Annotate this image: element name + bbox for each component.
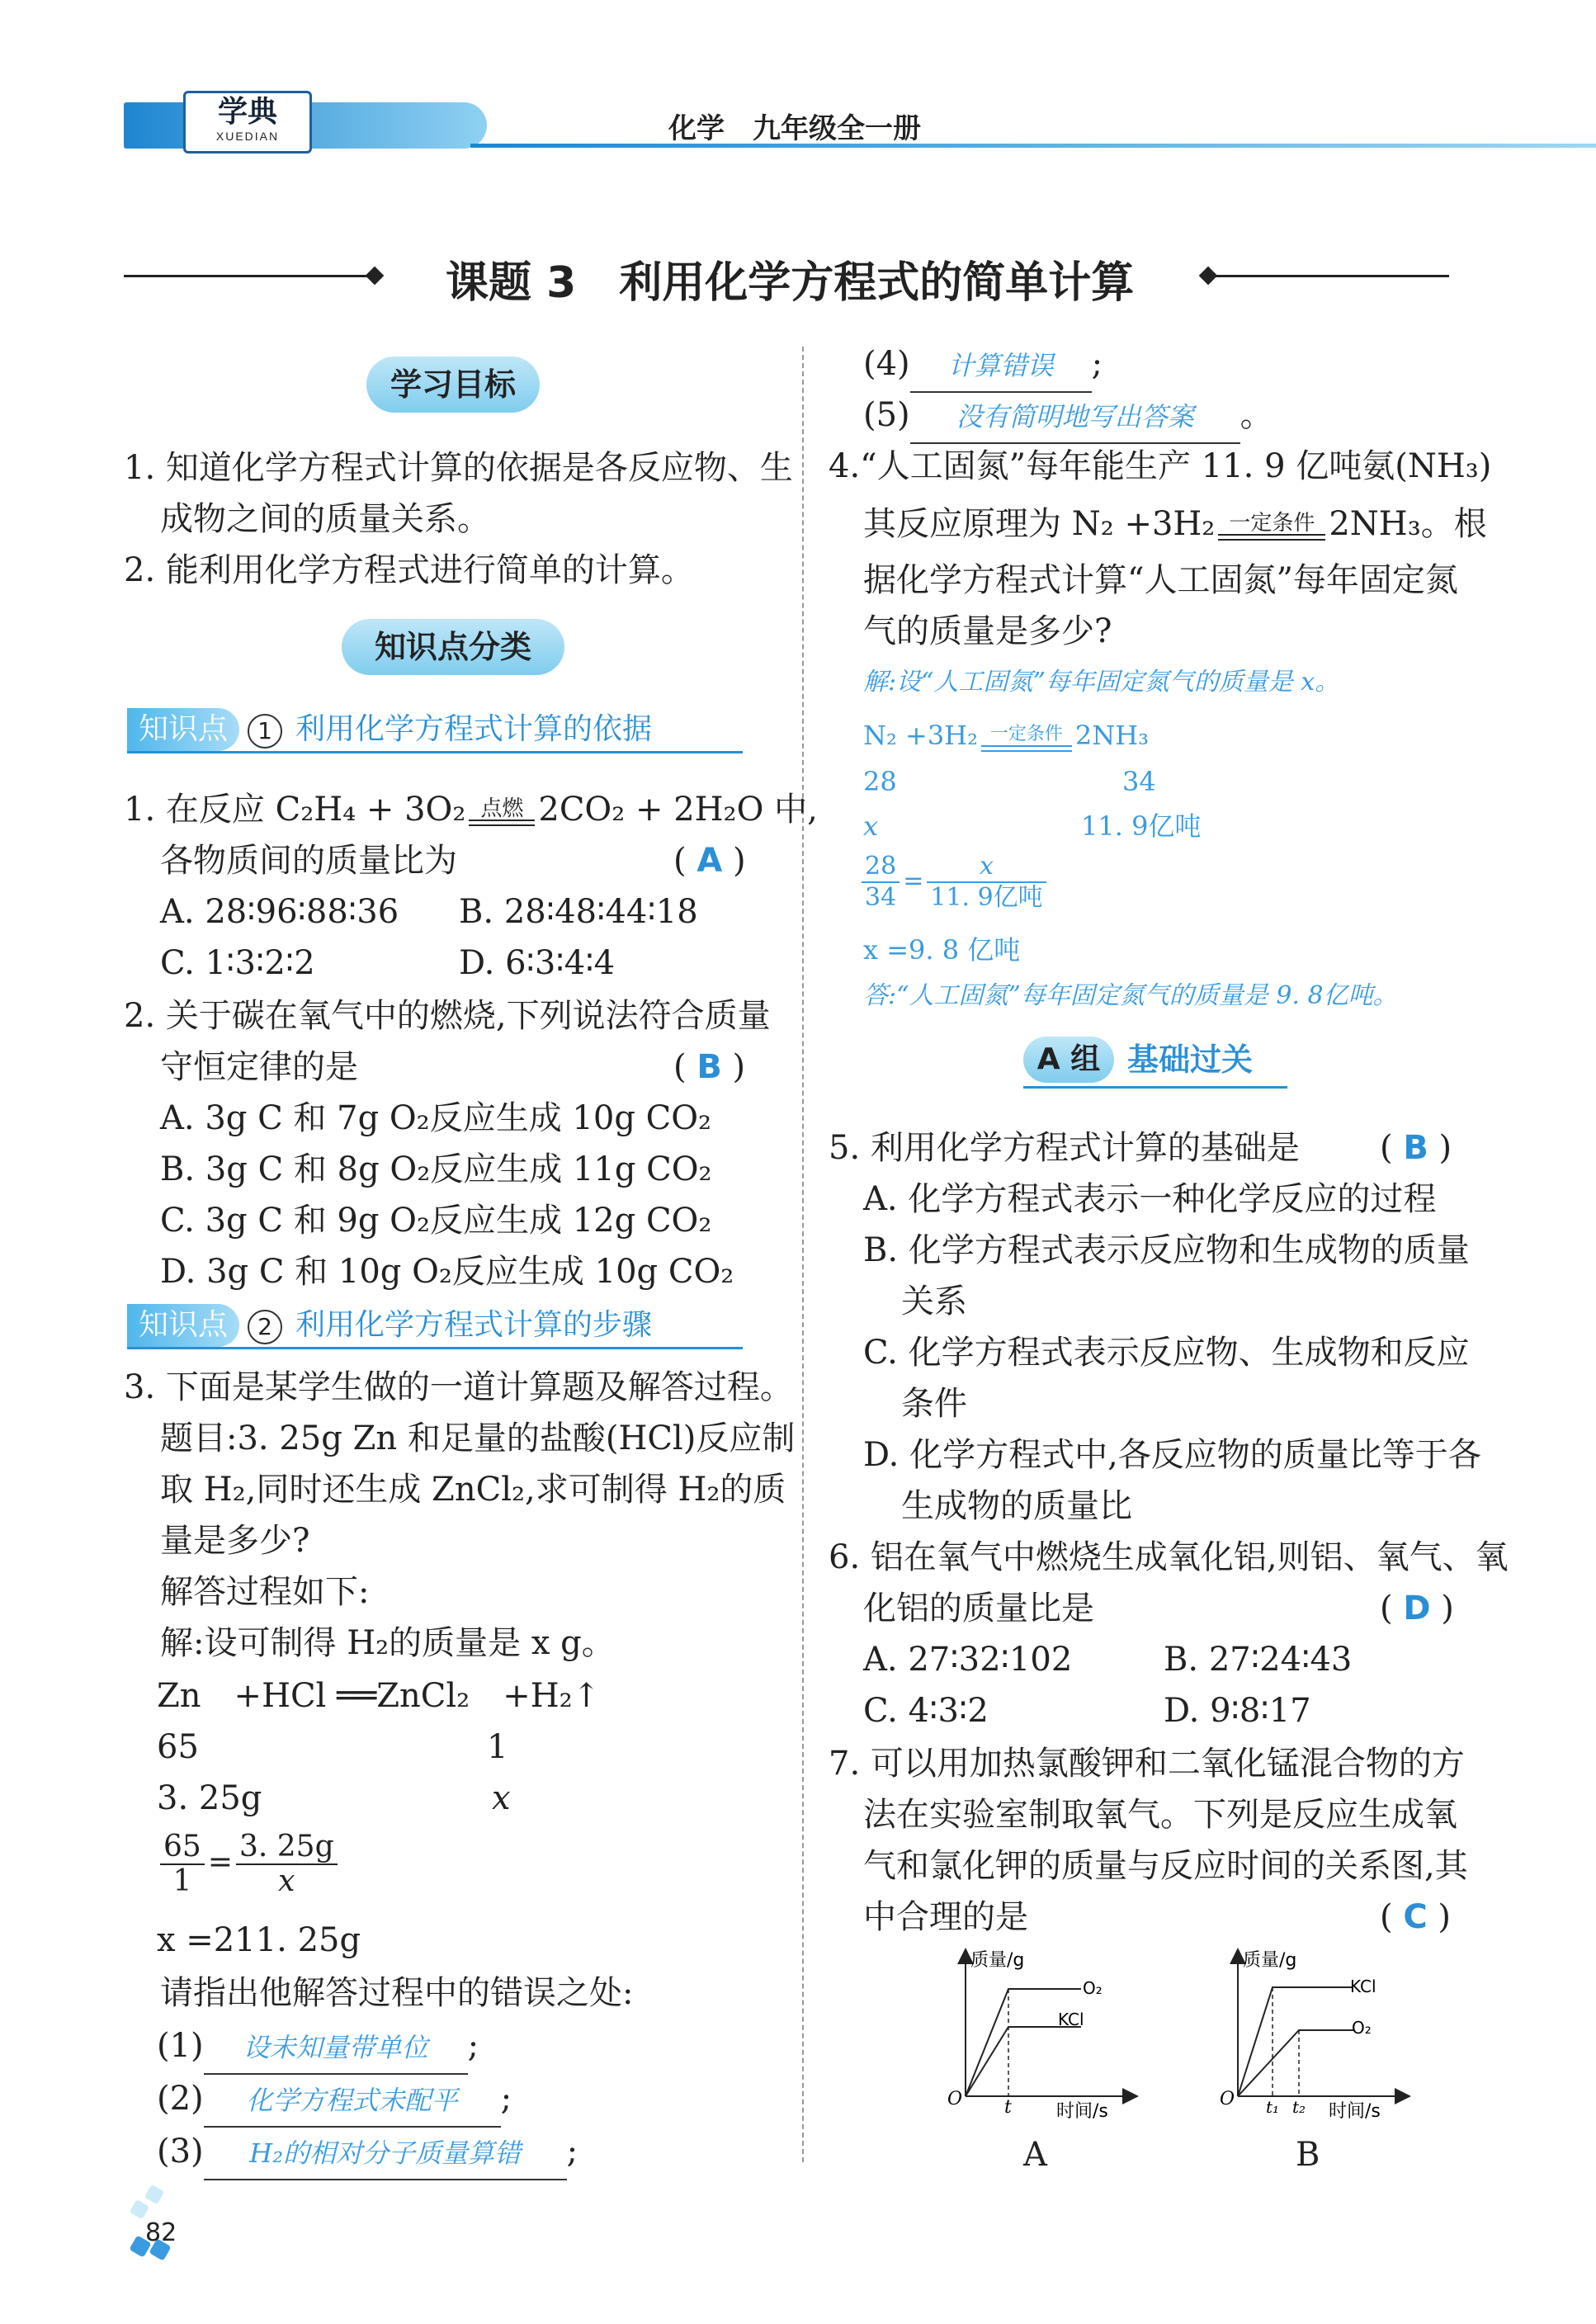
knowledge-point-1 — [127, 708, 743, 753]
header-title: 化学 九年级全一册 — [668, 112, 921, 145]
q4-sol-set: 解:设“人工固氮”每年固定氮气的质量是 x。 — [863, 668, 1340, 697]
graph-b-origin: O — [1220, 2089, 1235, 2109]
kp1-num: 1 — [248, 714, 282, 749]
q3-r2b: x — [492, 1779, 511, 1817]
graph-a-top-label: O₂ — [1083, 1978, 1103, 1998]
q5-option-b: B. 化学方程式表示反应物和生成物的质量 — [863, 1231, 1470, 1269]
q1-option-d: D. 6∶3∶4∶4 — [459, 944, 616, 982]
q4-sol-eqb: 2NH₃ — [1074, 720, 1149, 751]
q6-option-d: D. 9∶8∶17 — [1164, 1692, 1311, 1730]
q3-error-4-answer: 计算错误 — [910, 340, 1092, 393]
q1-option-c: C. 1∶3∶2∶2 — [160, 944, 315, 982]
column-divider — [802, 347, 804, 2162]
group-a-title: 基础过关 — [1127, 1042, 1254, 1078]
q6-option-a: A. 27∶32∶102 — [863, 1641, 1073, 1679]
q7-answer: C — [1403, 1898, 1428, 1936]
group-a-heading — [1023, 1037, 1287, 1089]
q4-line2b: 2NH₃。根 — [1329, 505, 1487, 543]
graph-b-bottom-label: O₂ — [1352, 2018, 1372, 2038]
q5-option-a: A. 化学方程式表示一种化学反应的过程 — [863, 1180, 1437, 1218]
q1-text2: 2CO₂ + 2H₂O 中, — [538, 791, 818, 829]
q2-option-b: B. 3g C 和 8g O₂反应生成 11g CO₂ — [160, 1150, 712, 1188]
q3-equation: Zn +HCl ══ZnCl₂ +H₂↑ — [157, 1677, 601, 1715]
q4-sol-proportion: $\frac{28}{34}$ = $\frac{x}{\text{11. 9亿吨}}$ — [858, 848, 1050, 914]
graph-b-kcl-line — [1238, 1987, 1353, 2096]
kp1-tag: 知识点 — [127, 708, 239, 751]
q3-line2: 题目:3. 25g Zn 和足量的盐酸(HCl)反应制 — [160, 1419, 796, 1457]
q4-sol-r2a: x — [863, 810, 879, 842]
kp2-num: 2 — [248, 1310, 282, 1344]
graph-a-xlabel: 时间/s — [1056, 2101, 1108, 2121]
q3-line3: 取 H₂,同时还生成 ZnCl₂,求可制得 H₂的质 — [160, 1471, 786, 1509]
q4-line2a: 其反应原理为 N₂ +3H₂ — [863, 505, 1216, 543]
page-number: 82 — [145, 2218, 177, 2247]
q7-bracket: ( C ) — [1380, 1898, 1452, 1936]
diamond-left — [366, 267, 385, 286]
goal-line-3: 2. 能利用化学方程式进行简单的计算。 — [124, 551, 694, 589]
q1-line2: 各物质间的质量比为 — [160, 842, 457, 880]
q3-proportion: $\frac{65}{1}$ = $\frac{3. 25g}{x}$ — [157, 1826, 341, 1900]
q3-line4: 量是多少? — [160, 1522, 310, 1560]
q4-line4: 气的质量是多少? — [863, 612, 1112, 650]
graph-a-origin: O — [947, 2089, 963, 2109]
q4-line1: 4.“人工固氮”每年能生产 11. 9 亿吨氨(NH₃) — [829, 447, 1492, 485]
q3-prompt: 请指出他解答过程中的错误之处: — [160, 1974, 634, 2012]
q1-option-b: B. 28∶48∶44∶18 — [459, 893, 698, 931]
graph-a-t: t — [1004, 2097, 1012, 2118]
goals-label: 学习目标 — [366, 357, 540, 413]
section-title-rule-left — [124, 275, 371, 277]
q4-sol-r2b: 11. 9亿吨 — [1081, 810, 1202, 842]
q4-line3: 据化学方程式计算“人工固氮”每年固定氮 — [863, 561, 1458, 599]
q4-cond: 一定条件 — [1218, 513, 1325, 541]
q7-graph-a-caption: A — [1023, 2136, 1047, 2174]
graph-a-o2-line — [966, 1989, 1081, 2096]
q3-r2a: 3. 25g — [157, 1779, 262, 1817]
q7-line4: 中合理的是 — [863, 1898, 1028, 1936]
header — [124, 91, 1485, 157]
section-title-rule-right — [1210, 275, 1449, 277]
graph-b-xlabel: 时间/s — [1329, 2101, 1381, 2121]
logo-cn: 学典 — [217, 94, 277, 129]
q1-option-a: A. 28∶96∶88∶36 — [160, 893, 399, 931]
q3-line5: 解答过程如下: — [160, 1573, 370, 1611]
group-a-label: A 组 — [1023, 1037, 1114, 1083]
q7-graph-b-caption: B — [1296, 2136, 1320, 2174]
q3-r1b: 1 — [487, 1728, 508, 1766]
q5-option-b2: 关系 — [901, 1282, 967, 1320]
q2-option-c: C. 3g C 和 9g O₂反应生成 12g CO₂ — [160, 1202, 712, 1240]
q5-option-c: C. 化学方程式表示反应物、生成物和反应 — [863, 1334, 1470, 1372]
q6-line2: 化铝的质量比是 — [863, 1589, 1094, 1627]
q2-line2: 守恒定律的是 — [160, 1048, 358, 1086]
header-line — [470, 144, 1596, 148]
graph-a-ylabel: 质量/g — [970, 1950, 1025, 1971]
q2-bracket: ( B ) — [673, 1048, 746, 1086]
graph-b-t2: t₂ — [1292, 2097, 1306, 2117]
q6-option-b: B. 27∶24∶43 — [1164, 1641, 1353, 1679]
q6-line1: 6. 铝在氧气中燃烧生成氧化铝,则铝、氧气、氧 — [829, 1538, 1509, 1576]
q5-answer: B — [1403, 1129, 1428, 1167]
q2-line1: 2. 关于碳在氧气中的燃烧,下列说法符合质量 — [124, 997, 771, 1035]
q1-line1 — [124, 784, 818, 835]
q5-option-d2: 生成物的质量比 — [901, 1487, 1132, 1525]
graph-b-t1: t₁ — [1266, 2097, 1280, 2117]
q1-text: 1. 在反应 C₂H₄ + 3O₂ — [124, 791, 466, 829]
kp1-title: 利用化学方程式计算的依据 — [295, 712, 653, 746]
q6-option-c: C. 4∶3∶2 — [863, 1692, 989, 1730]
q7-line1: 7. 可以用加热氯酸钾和二氧化锰混合物的方 — [829, 1745, 1465, 1783]
q5-line1: 5. 利用化学方程式计算的基础是 — [829, 1129, 1300, 1167]
q3-error-1: (1) 设未知量带单位 ; — [157, 2020, 479, 2075]
q7-graph-b — [1213, 1948, 1419, 2121]
q3-error-5: (5) 没有简明地写出答案 。 — [863, 390, 1273, 444]
q3-line1: 3. 下面是某学生做的一道计算题及解答过程。 — [124, 1368, 793, 1406]
q3-error-1-answer: 设未知量带单位 — [204, 2022, 468, 2075]
goal-line-2: 成物之间的质量关系。 — [160, 500, 490, 538]
q7-graph-a — [941, 1948, 1147, 2121]
logo — [183, 91, 312, 154]
goal-line-1: 1. 知道化学方程式计算的依据是各反应物、生 — [124, 449, 793, 487]
q3-error-2: (2) 化学方程式未配平 ; — [157, 2073, 512, 2128]
classify-label: 知识点分类 — [342, 619, 564, 675]
section-title: 课题 3 利用化学方程式的简单计算 — [446, 258, 1135, 308]
q3-error-3: (3) H₂的相对分子质量算错 ; — [157, 2126, 578, 2180]
q5-option-d: D. 化学方程式中,各反应物的质量比等于各 — [863, 1436, 1481, 1474]
q3-result: x =211. 25g — [157, 1921, 361, 1959]
q3-r1a: 65 — [157, 1728, 199, 1766]
q4-sol-cond: 一定条件 — [981, 724, 1072, 752]
q3-line6: 解:设可制得 H₂的质量是 x g。 — [160, 1624, 615, 1662]
q5-option-c2: 条件 — [901, 1385, 967, 1423]
q3-error-5-answer: 没有简明地写出答案 — [910, 391, 1240, 444]
graph-a-kcl-line — [966, 2027, 1081, 2096]
logo-en: XUEDIAN — [215, 130, 280, 143]
q4-sol-answer: 答:“人工固氮”每年固定氮气的质量是 9. 8亿吨。 — [863, 981, 1398, 1010]
q3-error-2-answer: 化学方程式未配平 — [204, 2075, 501, 2128]
q2-option-d: D. 3g C 和 10g O₂反应生成 10g CO₂ — [160, 1253, 734, 1291]
q1-bracket: ( A ) — [673, 842, 746, 880]
q7-line2: 法在实验室制取氧气。下列是反应生成氧 — [863, 1796, 1457, 1834]
q2-option-a: A. 3g C 和 7g O₂反应生成 10g CO₂ — [160, 1099, 712, 1137]
q6-bracket: ( D ) — [1380, 1589, 1454, 1627]
q3-error-3-answer: H₂的相对分子质量算错 — [204, 2128, 567, 2180]
q4-sol-r1a: 28 — [863, 766, 897, 797]
q6-answer: D — [1403, 1589, 1431, 1627]
kp2-tag: 知识点 — [127, 1304, 239, 1347]
kp2-title: 利用化学方程式计算的步骤 — [295, 1308, 653, 1342]
q4-sol-r1b: 34 — [1122, 766, 1156, 797]
graph-b-ylabel: 质量/g — [1243, 1950, 1297, 1971]
graph-a-bottom-label: KCl — [1058, 2010, 1084, 2029]
q4-sol-result: x =9. 8 亿吨 — [863, 934, 1021, 966]
q2-answer: B — [696, 1048, 722, 1086]
q4-line2 — [863, 498, 1487, 550]
q3-error-4: (4) 计算错误 ; — [863, 338, 1103, 393]
q5-bracket: ( B ) — [1380, 1129, 1452, 1167]
knowledge-point-2 — [127, 1304, 743, 1349]
graph-b-top-label: KCl — [1350, 1977, 1376, 1996]
q4-sol-equation — [863, 710, 1149, 761]
q1-answer: A — [696, 842, 723, 880]
q1-cond: 点燃 — [469, 798, 535, 826]
q7-line3: 气和氯化钾的质量与反应时间的关系图,其 — [863, 1847, 1468, 1885]
q4-sol-eqa: N₂ +3H₂ — [863, 720, 978, 751]
